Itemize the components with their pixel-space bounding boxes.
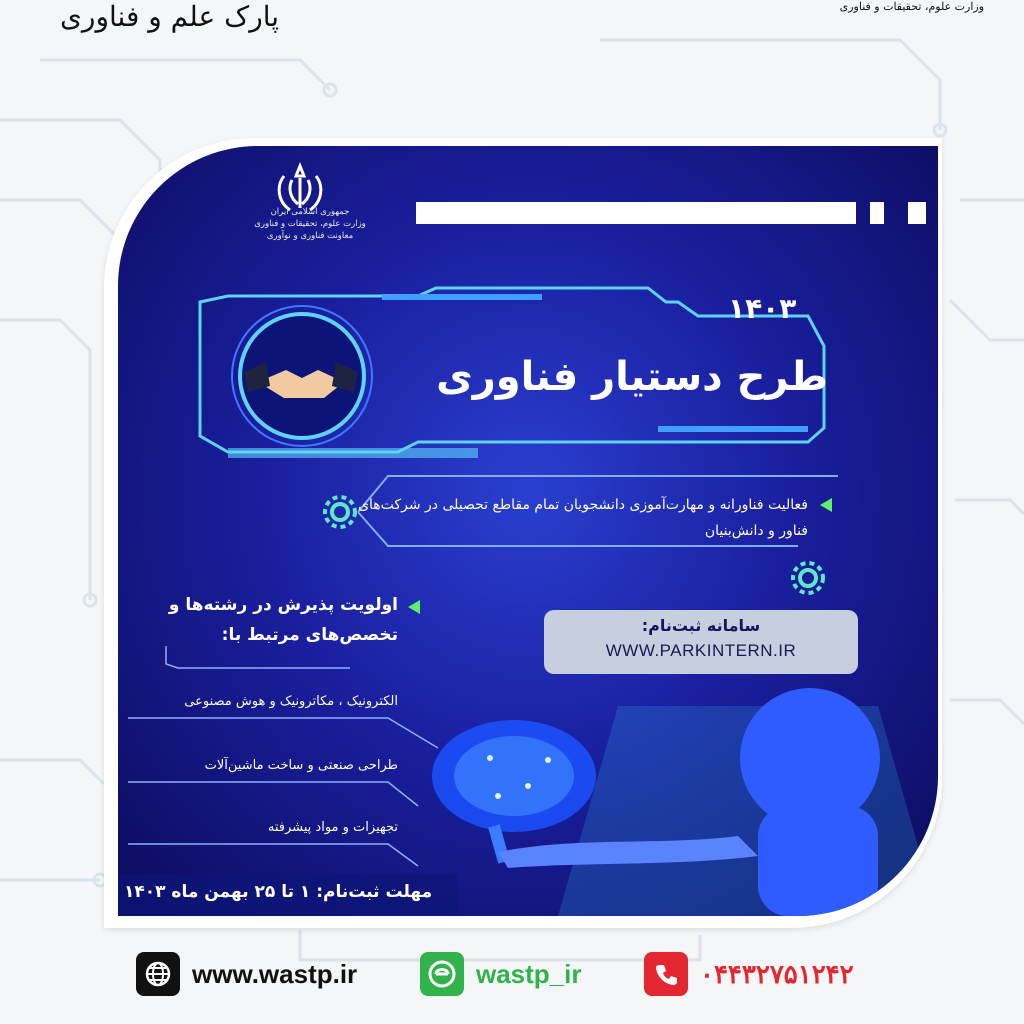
field-item: الکترونیک ، مکاترونیک و هوش مصنوعی [184, 694, 398, 709]
description-text: فعالیت فناورانه و مهارت‌آموزی دانشجویان تمام مقاطع تحصیلی در شرکت‌های فناور و دانش‌بنیان [358, 497, 808, 539]
poster [118, 146, 938, 916]
arrow-icon [820, 498, 832, 512]
phone-number[interactable]: ۰۴۴۳۲۷۵۱۲۴۲ [700, 958, 854, 989]
year: ۱۴۰۳ [728, 292, 797, 325]
footer-social[interactable] [420, 950, 582, 998]
park-logo-text: پارک علم و فناوری [60, 0, 280, 33]
footer-website[interactable] [136, 950, 357, 998]
footer-phone[interactable] [644, 950, 854, 998]
ministry-logo-text: وزارت علوم، تحقیقات و فناوری [839, 0, 984, 13]
government-lines [240, 206, 380, 242]
priority-heading-text: اولویت پذیرش در رشته‌ها و تخصص‌های مرتبط با: [168, 595, 398, 645]
website-link[interactable]: www.wastp.ir [192, 958, 358, 989]
gov-line: جمهوری اسلامی ایران [270, 207, 350, 217]
deadline: مهلت ثبت‌نام: ۱ تا ۲۵ بهمن ماه ۱۴۰۳ [124, 882, 433, 902]
phone-icon [644, 952, 688, 996]
field-item: طراحی صنعتی و ساخت ماشین‌آلات [204, 758, 398, 773]
registration-box [544, 610, 858, 674]
eitaa-icon [420, 952, 464, 996]
registration-url[interactable]: WWW.PARKINTERN.IR [605, 641, 797, 660]
gov-line: وزارت علوم، تحقیقات و فناوری [254, 219, 366, 229]
registration-label: سامانه ثبت‌نام: [641, 616, 761, 635]
social-handle[interactable]: wastp_ir [476, 958, 582, 989]
brain-illustration [432, 720, 596, 862]
poster-title: طرح دستیار فناوری [436, 354, 828, 400]
priority-heading [148, 590, 398, 650]
gov-line: معاونت فناوری و نوآوری [266, 231, 354, 241]
description [348, 492, 808, 544]
arrow-icon [408, 600, 420, 614]
globe-icon [136, 952, 180, 996]
field-item: تجهیزات و مواد پیشرفته [267, 820, 398, 835]
